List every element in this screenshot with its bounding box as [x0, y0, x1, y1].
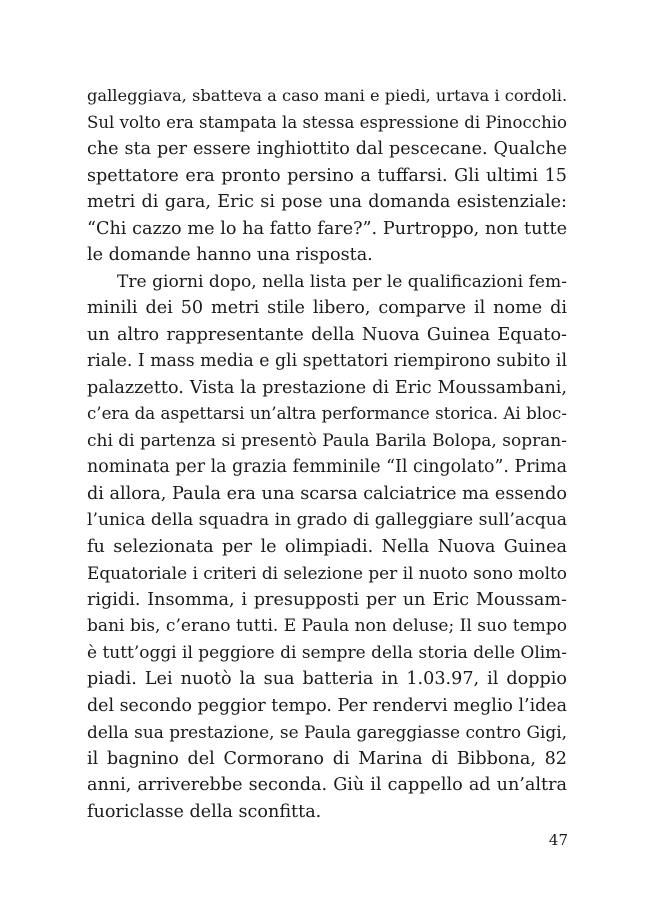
text-line: di allora, Paula era una scarsa calciatrice ma essendo [87, 483, 567, 504]
text-line: metri di gara, Eric si pose una domanda esistenziale: [87, 192, 567, 212]
text-line: bani bis, c’erano tutti. E Paula non deluse; Il suo tempo [87, 616, 567, 636]
text-line: riale. I mass media e gli spettatori riempirono subito il [87, 351, 567, 371]
text-line: le domande hanno una risposta. [87, 245, 373, 265]
text-line: piadi. Lei nuotò la sua batteria in 1.03.97, il doppio [87, 669, 567, 689]
text-line: c’era da aspettarsi un’altra performance storica. Ai bloc- [87, 404, 567, 423]
text-line: un altro rappresentante della Nuova Guinea Equato- [87, 324, 567, 345]
text-line: Sul volto era stampata la stessa espressione di Pinocchio [87, 112, 567, 132]
body-text [87, 83, 567, 825]
text-line: il bagnino del Cormorano di Marina di Bibbona, 82 [87, 748, 567, 769]
page-number: 47 [548, 831, 568, 849]
text-line: del secondo peggior tempo. Per rendervi meglio l’idea [87, 695, 567, 716]
text-line: nominata per la grazia femminile “Il cingolato”. Prima [87, 457, 567, 477]
text-line: palazzetto. Vista la prestazione di Eric Moussambani, [87, 377, 567, 398]
text-line: fuoriclasse della sconfitta. [87, 801, 322, 822]
text-line: Tre giorni dopo, nella lista per le qualificazioni fem- [117, 271, 567, 292]
text-line: anni, arriverebbe seconda. Giù il cappello ad un’altra [87, 775, 567, 795]
text-line: rigidi. Insomma, i presupposti per un Eric Moussam- [87, 589, 567, 610]
text-line: della sua prestazione, se Paula gareggiasse contro Gigi, [87, 722, 567, 742]
text-line: chi di partenza si presentò Paula Barila Bolopa, sopran- [87, 430, 567, 451]
text-line: Equatoriale i criteri di selezione per il nuoto sono molto [87, 563, 567, 583]
text-line: spettatore era pronto persino a tuffarsi. Gli ultimi 15 [87, 165, 567, 186]
text-line: che sta per essere inghiottito dal pescecane. Qualche [87, 139, 567, 159]
text-line: “Chi cazzo me lo ha fatto fare?”. Purtroppo, non tutte [87, 218, 567, 239]
text-line: minili dei 50 metri stile libero, comparve il nome di [87, 298, 567, 318]
text-line: l’unica della squadra in grado di galleggiare sull’acqua [87, 510, 567, 530]
text-line: è tutt’oggi il peggiore di sempre della storia delle Olim- [87, 642, 567, 663]
text-line: fu selezionata per le olimpiadi. Nella Nuova Guinea [87, 536, 567, 557]
text-line: galleggiava, sbatteva a caso mani e piedi, urtava i cordoli. [87, 86, 568, 105]
